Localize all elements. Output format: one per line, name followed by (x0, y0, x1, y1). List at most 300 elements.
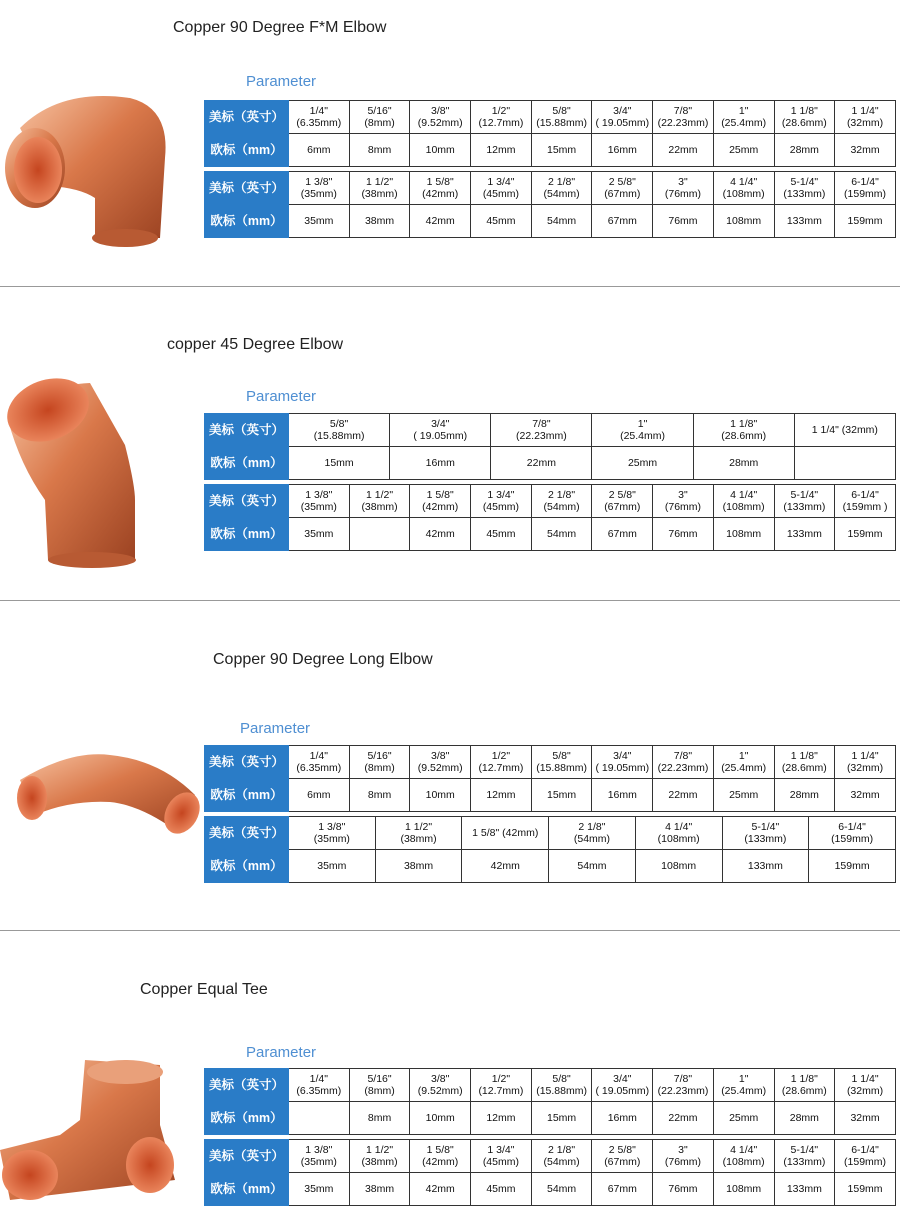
size-mm: (159mm) (831, 833, 874, 845)
size-cell (390, 414, 491, 447)
size-inch: 7/8" (532, 418, 551, 430)
spec-table-long-elbow (204, 745, 896, 812)
us-size-row (205, 746, 896, 779)
size-inch: 1 3/4" (487, 1144, 515, 1156)
size-inch: 1" (738, 750, 749, 762)
size-inch: 3/4" (613, 105, 632, 117)
size-cell (713, 101, 774, 134)
mm-cell: 6mm (289, 134, 350, 167)
size-mm: (108mm) (722, 501, 765, 513)
size-inch: 1 1/8" (790, 105, 818, 117)
size-inch: 1 1/8" (730, 418, 758, 430)
mm-cell: 15mm (289, 447, 390, 480)
eu-standard-header: 欧标（mm） (205, 1173, 289, 1206)
size-cell (835, 485, 896, 518)
mm-cell: 25mm (713, 1102, 774, 1135)
mm-cell: 16mm (592, 1102, 653, 1135)
mm-cell: 159mm (835, 205, 896, 238)
mm-cell: 45mm (471, 205, 532, 238)
mm-cell: 54mm (531, 205, 592, 238)
us-standard-header: 美标（英寸） (205, 101, 289, 134)
size-inch: 2 5/8" (608, 1144, 636, 1156)
size-mm: (67mm) (604, 188, 641, 200)
size-mm: (54mm) (543, 501, 580, 513)
size-cell (531, 101, 592, 134)
size-mm: (6.35mm) (296, 1085, 342, 1097)
size-cell (835, 172, 896, 205)
size-cell (349, 101, 410, 134)
mm-cell (349, 518, 410, 551)
mm-cell: 35mm (289, 1173, 350, 1206)
section-divider (0, 930, 900, 931)
size-cell (349, 1069, 410, 1102)
mm-cell: 54mm (531, 518, 592, 551)
mm-cell: 15mm (531, 1102, 592, 1135)
size-cell (531, 1140, 592, 1173)
size-cell (774, 172, 835, 205)
size-inch: 5/16" (367, 1073, 392, 1085)
size-inch: 1/4" (309, 1073, 328, 1085)
size-mm: (32mm) (846, 117, 884, 129)
size-inch: 3" (678, 176, 688, 188)
size-inch: 5/8" (552, 750, 571, 762)
size-inch: 1 5/8" (426, 489, 454, 501)
mm-cell: 16mm (592, 779, 653, 812)
mm-cell: 25mm (713, 779, 774, 812)
size-cell (531, 746, 592, 779)
mm-cell: 10mm (410, 1102, 471, 1135)
size-inch: 5-1/4" (790, 176, 819, 188)
size-mm: (12.7mm) (478, 762, 524, 774)
size-mm: (67mm) (604, 1156, 641, 1168)
size-inch: 4 1/4" (730, 489, 758, 501)
size-cell (835, 746, 896, 779)
fm-elbow-photo (0, 78, 180, 248)
size-cell (531, 172, 592, 205)
size-mm: (133mm) (783, 501, 826, 513)
spec-table-long-elbow-lower (204, 816, 896, 883)
size-inch: 7/8" (673, 105, 693, 117)
us-size-row (205, 817, 896, 850)
size-mm: ( 19.05mm) (413, 430, 468, 442)
size-mm: (133mm) (783, 1156, 826, 1168)
size-inch: 3/4" (613, 750, 632, 762)
size-cell (410, 101, 471, 134)
size-mm: (54mm) (543, 1156, 580, 1168)
section-title-45-elbow: copper 45 Degree Elbow (167, 336, 344, 353)
size-cell (289, 485, 350, 518)
mm-cell: 35mm (289, 518, 350, 551)
size-cell (774, 101, 835, 134)
size-inch: 1 1/4" (851, 750, 879, 762)
size-mm: (45mm) (482, 501, 519, 513)
size-cell (531, 485, 592, 518)
size-cell (653, 485, 714, 518)
size-cell (289, 817, 376, 850)
size-cell (653, 172, 714, 205)
size-inch: 1 1/2" (365, 1144, 394, 1156)
size-cell (471, 485, 532, 518)
size-mm: (35mm) (300, 188, 337, 200)
mm-cell: 133mm (774, 1173, 835, 1206)
mm-cell: 6mm (289, 779, 350, 812)
size-cell (592, 172, 653, 205)
size-inch: 2 1/8" (548, 176, 576, 188)
eu-size-row (205, 205, 896, 238)
mm-cell: 35mm (289, 205, 350, 238)
size-inch: 1/2" (491, 1073, 511, 1085)
spec-table-equal-tee-lower (204, 1139, 896, 1206)
size-inch: 1 1/8" (790, 750, 818, 762)
size-mm: (28.6mm) (781, 762, 827, 774)
eu-standard-header: 欧标（mm） (205, 1102, 289, 1135)
mm-cell: 15mm (531, 779, 592, 812)
size-inch: 1 1/2" (405, 821, 433, 833)
size-mm: (28.6mm) (721, 430, 767, 442)
size-cell (835, 101, 896, 134)
size-cell (713, 1069, 774, 1102)
mm-cell: 32mm (835, 1102, 896, 1135)
eu-size-row (205, 1102, 896, 1135)
size-inch: 7/8" (673, 750, 693, 762)
size-inch: 7/8" (673, 1073, 693, 1085)
mm-cell: 22mm (653, 134, 714, 167)
size-mm: (25.4mm) (721, 117, 767, 129)
size-cell (289, 746, 350, 779)
size-inch: 6-1/4" (851, 176, 879, 188)
size-inch: 1" (738, 1073, 749, 1085)
mm-cell: 22mm (653, 779, 714, 812)
size-inch: 1 3/8" (305, 489, 333, 501)
size-mm: ( 19.05mm) (595, 1085, 650, 1097)
mm-cell (794, 447, 895, 480)
size-inch: 1 5/8" (426, 176, 454, 188)
size-inch: 6-1/4" (851, 1144, 879, 1156)
mm-cell: 67mm (592, 205, 653, 238)
eu-standard-header: 欧标（mm） (205, 205, 289, 238)
size-mm: (15.88mm) (536, 762, 587, 774)
size-mm: (38mm) (361, 501, 398, 513)
size-mm: (15.88mm) (536, 117, 587, 129)
mm-cell: 35mm (289, 850, 376, 883)
size-inch: 2 5/8" (608, 176, 636, 188)
mm-cell: 12mm (471, 779, 532, 812)
size-mm: (15.88mm) (536, 1085, 587, 1097)
parameter-label: Parameter (246, 1044, 317, 1061)
size-cell (289, 101, 350, 134)
size-mm: (108mm) (722, 188, 765, 200)
mm-cell (289, 1102, 350, 1135)
size-mm: (76mm) (664, 188, 702, 200)
size-mm: (25.4mm) (620, 430, 666, 442)
mm-cell: 15mm (531, 134, 592, 167)
us-size-row (205, 1069, 896, 1102)
size-inch: 4 1/4" (730, 1144, 758, 1156)
size-mm: (22.23mm) (516, 430, 567, 442)
mm-cell: 28mm (774, 779, 835, 812)
size-cell (410, 172, 471, 205)
eu-standard-header: 欧标（mm） (205, 134, 289, 167)
eu-size-row (205, 850, 896, 883)
mm-cell: 159mm (835, 518, 896, 551)
size-cell (410, 1069, 471, 1102)
eu-size-row (205, 1173, 896, 1206)
size-mm: (133mm) (744, 833, 787, 845)
size-mm: (38mm) (400, 833, 437, 845)
size-mm: (42mm) (422, 1156, 459, 1168)
size-inch: 3/4" (431, 418, 450, 430)
size-cell (713, 1140, 774, 1173)
size-cell (491, 414, 592, 447)
section-title-equal-tee: Copper Equal Tee (140, 981, 268, 998)
size-mm: (159mm ) (842, 501, 888, 513)
size-inch: 1 5/8" (42mm) (472, 827, 539, 839)
size-inch: 4 1/4" (665, 821, 693, 833)
size-inch: 1 3/8" (305, 176, 333, 188)
mm-cell: 108mm (713, 205, 774, 238)
size-mm: (32mm) (846, 762, 884, 774)
size-inch: 4 1/4" (730, 176, 758, 188)
spec-table-fm-elbow (204, 100, 896, 167)
us-standard-header: 美标（英寸） (205, 172, 289, 205)
size-mm: (159mm) (844, 188, 887, 200)
mm-cell: 32mm (835, 779, 896, 812)
mm-cell: 108mm (635, 850, 722, 883)
size-inch: 1" (637, 418, 648, 430)
mm-cell: 76mm (653, 518, 714, 551)
mm-cell: 38mm (349, 205, 410, 238)
size-mm: (38mm) (361, 188, 398, 200)
us-size-row (205, 414, 896, 447)
size-inch: 6-1/4" (838, 821, 866, 833)
size-cell (774, 485, 835, 518)
size-cell (592, 414, 693, 447)
size-inch: 2 1/8" (578, 821, 606, 833)
size-inch: 1/2" (491, 105, 511, 117)
size-mm: (12.7mm) (478, 117, 524, 129)
us-standard-header: 美标（英寸） (205, 817, 289, 850)
mm-cell: 54mm (549, 850, 636, 883)
size-mm: (54mm) (543, 188, 580, 200)
parameter-label: Parameter (240, 720, 311, 737)
size-inch: 3/8" (431, 750, 450, 762)
size-inch: 5/8" (552, 105, 571, 117)
mm-cell: 28mm (693, 447, 794, 480)
eu-size-row (205, 447, 896, 480)
size-inch: 2 1/8" (548, 489, 576, 501)
mm-cell: 10mm (410, 134, 471, 167)
mm-cell: 25mm (713, 134, 774, 167)
size-mm: (159mm) (844, 1156, 887, 1168)
long-elbow-photo (10, 740, 205, 840)
size-cell (713, 172, 774, 205)
size-cell (289, 1069, 350, 1102)
size-mm: ( 19.05mm) (595, 117, 650, 129)
mm-cell: 76mm (653, 1173, 714, 1206)
size-mm: (54mm) (573, 833, 611, 845)
size-mm: (8mm) (364, 762, 395, 774)
size-cell (713, 485, 774, 518)
eu-standard-header: 欧标（mm） (205, 779, 289, 812)
size-cell (794, 414, 895, 447)
section-divider (0, 286, 900, 287)
size-mm: (25.4mm) (721, 1085, 767, 1097)
size-cell (410, 1140, 471, 1173)
size-cell (592, 746, 653, 779)
mm-cell: 67mm (592, 518, 653, 551)
size-cell (289, 414, 390, 447)
mm-cell: 10mm (410, 779, 471, 812)
size-cell (349, 172, 410, 205)
size-inch: 3/4" (613, 1073, 632, 1085)
size-mm: (9.52mm) (417, 117, 463, 129)
size-mm: (108mm) (722, 1156, 765, 1168)
size-cell (289, 1140, 350, 1173)
eu-size-row (205, 134, 896, 167)
mm-cell: 32mm (835, 134, 896, 167)
size-cell (774, 746, 835, 779)
size-inch: 5-1/4" (790, 489, 819, 501)
size-mm: (45mm) (482, 188, 519, 200)
size-cell (653, 1140, 714, 1173)
size-mm: (42mm) (422, 188, 459, 200)
mm-cell: 8mm (349, 134, 410, 167)
size-cell (774, 1069, 835, 1102)
size-mm: (133mm) (783, 188, 826, 200)
us-standard-header: 美标（英寸） (205, 1069, 289, 1102)
size-cell (774, 1140, 835, 1173)
size-inch: 3" (678, 1144, 688, 1156)
size-inch: 2 5/8" (608, 489, 636, 501)
mm-cell: 22mm (653, 1102, 714, 1135)
size-mm: (32mm) (846, 1085, 884, 1097)
section-title-fm-elbow: Copper 90 Degree F*M Elbow (173, 19, 387, 36)
size-inch: 1 3/4" (487, 176, 515, 188)
mm-cell: 108mm (713, 1173, 774, 1206)
size-cell (410, 485, 471, 518)
mm-cell: 16mm (390, 447, 491, 480)
mm-cell: 42mm (462, 850, 549, 883)
spec-table-45-elbow-lower (204, 484, 896, 551)
eu-standard-header: 欧标（mm） (205, 447, 289, 480)
spec-table-45-elbow (204, 413, 896, 480)
size-cell (375, 817, 462, 850)
size-cell (653, 746, 714, 779)
size-inch: 1 1/2" (365, 489, 394, 501)
us-size-row (205, 1140, 896, 1173)
size-inch: 1 1/2" (365, 176, 394, 188)
us-size-row (205, 485, 896, 518)
size-cell (592, 1069, 653, 1102)
size-cell (722, 817, 809, 850)
mm-cell: 76mm (653, 205, 714, 238)
size-mm: (76mm) (664, 1156, 702, 1168)
size-inch: 1 1/8" (790, 1073, 818, 1085)
size-mm: (108mm) (657, 833, 700, 845)
size-mm: (15.88mm) (313, 430, 365, 442)
size-inch: 1 5/8" (426, 1144, 454, 1156)
size-cell (809, 817, 896, 850)
size-mm: (38mm) (361, 1156, 398, 1168)
mm-cell: 12mm (471, 1102, 532, 1135)
size-mm: (28.6mm) (781, 117, 827, 129)
size-cell (349, 1140, 410, 1173)
size-inch: 1 1/4" (32mm) (811, 424, 878, 436)
size-cell (349, 746, 410, 779)
size-mm: (6.35mm) (296, 762, 342, 774)
size-cell (471, 101, 532, 134)
equal-tee-photo (0, 1050, 180, 1210)
mm-cell: 12mm (471, 134, 532, 167)
size-mm: (25.4mm) (721, 762, 767, 774)
size-cell (653, 101, 714, 134)
size-mm: (22.23mm) (657, 762, 709, 774)
mm-cell: 16mm (592, 134, 653, 167)
mm-cell: 54mm (531, 1173, 592, 1206)
mm-cell: 67mm (592, 1173, 653, 1206)
45-elbow-photo (0, 375, 170, 570)
size-cell (549, 817, 636, 850)
size-cell (531, 1069, 592, 1102)
eu-standard-header: 欧标（mm） (205, 850, 289, 883)
size-inch: 5/8" (329, 418, 349, 430)
size-mm: (6.35mm) (296, 117, 342, 129)
size-cell (410, 746, 471, 779)
size-cell (835, 1140, 896, 1173)
mm-cell: 22mm (491, 447, 592, 480)
size-cell (462, 817, 549, 850)
size-inch: 1 3/4" (487, 489, 515, 501)
size-cell (713, 746, 774, 779)
eu-standard-header: 欧标（mm） (205, 518, 289, 551)
size-mm: (67mm) (604, 501, 641, 513)
size-mm: (35mm) (300, 501, 337, 513)
size-inch: 1" (738, 105, 749, 117)
us-size-row (205, 101, 896, 134)
size-mm: (8mm) (364, 1085, 395, 1097)
us-standard-header: 美标（英寸） (205, 1140, 289, 1173)
mm-cell: 28mm (774, 1102, 835, 1135)
mm-cell: 133mm (722, 850, 809, 883)
size-cell (835, 1069, 896, 1102)
mm-cell: 45mm (471, 518, 532, 551)
size-cell (592, 101, 653, 134)
mm-cell: 42mm (410, 205, 471, 238)
parameter-label: Parameter (246, 73, 317, 90)
size-inch: 1 3/8" (305, 1144, 333, 1156)
size-cell (471, 1140, 532, 1173)
spec-table-equal-tee (204, 1068, 896, 1135)
size-mm: (45mm) (482, 1156, 519, 1168)
mm-cell: 42mm (410, 518, 471, 551)
size-mm: (28.6mm) (781, 1085, 827, 1097)
us-standard-header: 美标（英寸） (205, 485, 289, 518)
size-mm: (42mm) (422, 501, 459, 513)
size-inch: 3" (678, 489, 688, 501)
us-standard-header: 美标（英寸） (205, 746, 289, 779)
size-mm: (35mm) (300, 1156, 337, 1168)
size-cell (635, 817, 722, 850)
mm-cell: 133mm (774, 205, 835, 238)
size-cell (471, 172, 532, 205)
section-title-long-elbow: Copper 90 Degree Long Elbow (213, 651, 433, 668)
mm-cell: 133mm (774, 518, 835, 551)
size-cell (289, 172, 350, 205)
size-inch: 1 1/4" (851, 1073, 879, 1085)
mm-cell: 159mm (835, 1173, 896, 1206)
size-inch: 5/8" (552, 1073, 571, 1085)
size-cell (653, 1069, 714, 1102)
